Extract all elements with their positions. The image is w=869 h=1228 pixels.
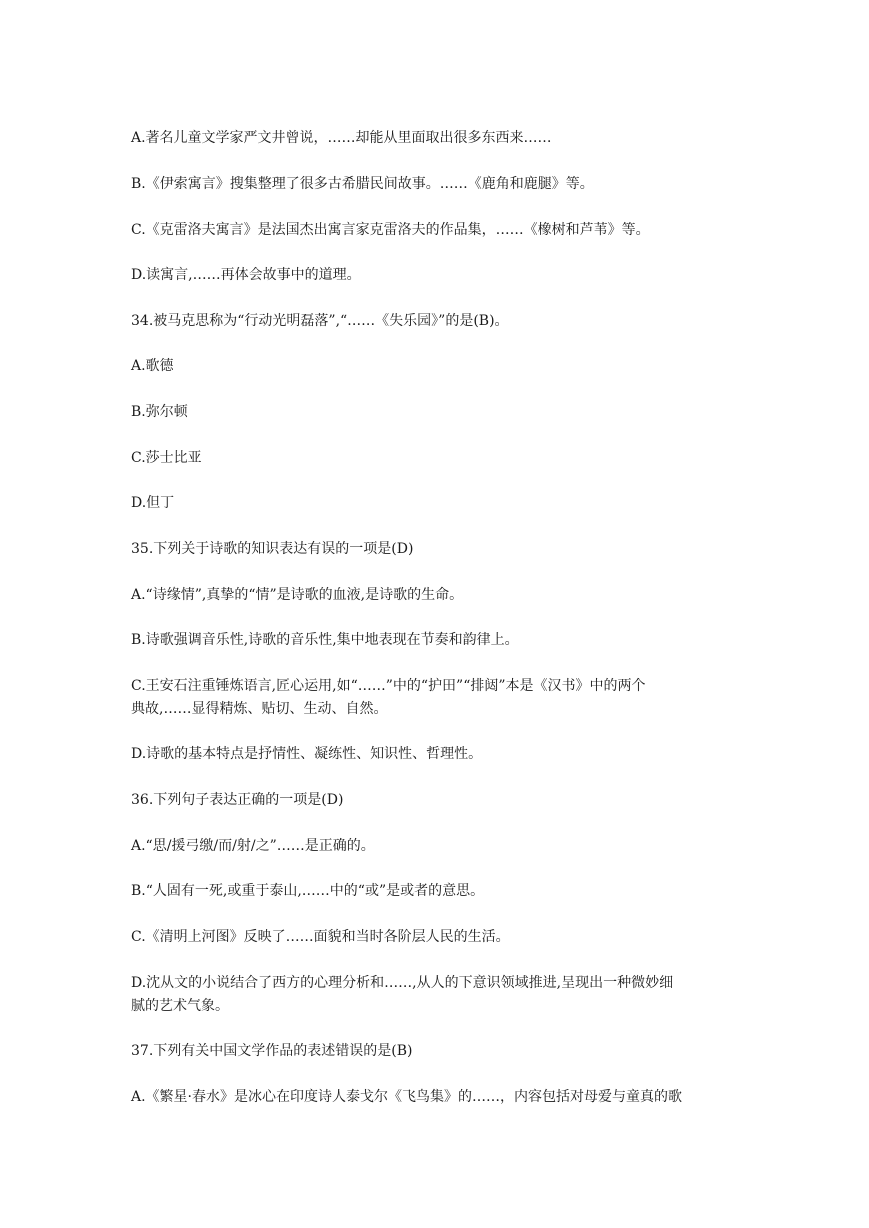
q36-option-b: B.“人固有一死,或重于泰山,……中的“或”是或者的意思。: [131, 883, 485, 899]
q36-option-d-line2: 腻的艺术气象。: [131, 998, 229, 1014]
q34-option-b: B.弥尔顿: [131, 404, 188, 420]
q34-option-c: C.莎士比亚: [131, 450, 202, 466]
q34-option-d: D.但丁: [131, 495, 175, 511]
q33-option-a: A.著名儿童文学家严文井曾说，……却能从里面取出很多东西来……: [131, 130, 552, 146]
q36-option-d-line1: D.沈从文的小说结合了西方的心理分析和……,从人的下意识领域推进,呈现出一种微妙细: [131, 975, 674, 991]
q34-question: 34.被马克思称为“行动光明磊落”,“……《失乐园》”的是(B)。: [131, 313, 509, 329]
q33-option-b: B.《伊索寓言》搜集整理了很多古希腊民间故事。……《鹿角和鹿腿》等。: [131, 176, 594, 192]
q35-question: 35.下列关于诗歌的知识表达有误的一项是(D): [131, 541, 414, 557]
q35-option-b: B.诗歌强调音乐性,诗歌的音乐性,集中地表现在节奏和韵律上。: [131, 632, 519, 648]
q35-option-d: D.诗歌的基本特点是抒情性、凝练性、知识性、哲理性。: [131, 746, 483, 762]
q36-question: 36.下列句子表达正确的一项是(D): [131, 792, 344, 808]
q34-option-a: A.歌德: [131, 358, 174, 374]
q35-option-c-line1: C.王安石注重锤炼语言,匠心运用,如“……”中的“护田”“排闼”本是《汉书》中的两个: [131, 678, 646, 694]
q33-option-d: D.读寓言,……再体会故事中的道理。: [131, 267, 361, 283]
q33-option-c: C.《克雷洛夫寓言》是法国杰出寓言家克雷洛夫的作品集，……《橡树和芦苇》等。: [131, 222, 650, 238]
q37-option-a: A.《繁星·春水》是冰心在印度诗人泰戈尔《飞鸟集》的……，内容包括对母爱与童真的歌: [131, 1089, 683, 1105]
q35-option-a: A.“诗缘情”,真挚的“情”是诗歌的血液,是诗歌的生命。: [131, 587, 464, 603]
q36-option-a: A.“思/援弓缴/而/射/之”……是正确的。: [131, 838, 375, 854]
q35-option-c-line2: 典故,……显得精炼、贴切、生动、自然。: [131, 701, 388, 717]
q36-option-c: C.《清明上河图》反映了……面貌和当时各阶层人民的生活。: [131, 929, 510, 945]
q37-question: 37.下列有关中国文学作品的表述错误的是(B): [131, 1043, 413, 1059]
